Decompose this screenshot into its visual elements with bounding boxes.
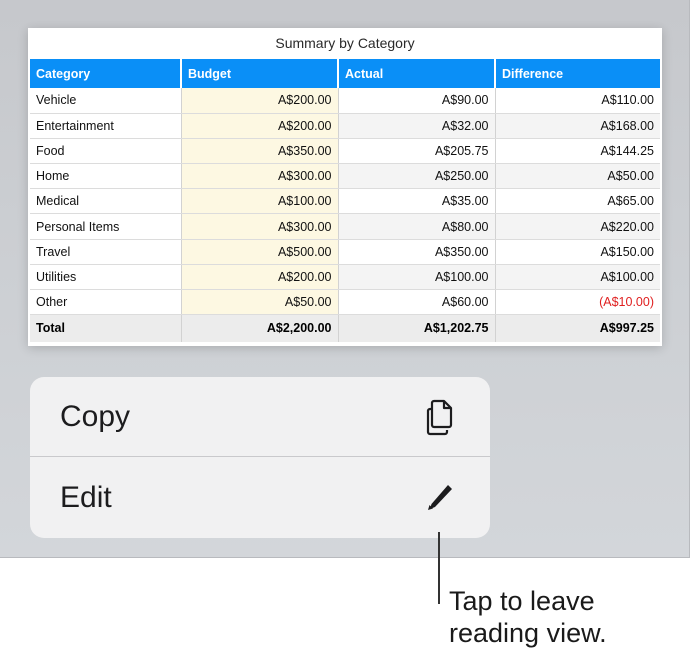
budget-cell: A$350.00 <box>181 138 338 163</box>
category-cell: Personal Items <box>30 214 181 239</box>
total-difference: A$997.25 <box>495 315 660 342</box>
difference-cell: A$50.00 <box>495 164 660 189</box>
total-row <box>30 315 660 342</box>
difference-cell: A$65.00 <box>495 189 660 214</box>
pencil-icon <box>420 478 460 518</box>
difference-cell: A$168.00 <box>495 113 660 138</box>
difference-cell: A$150.00 <box>495 239 660 264</box>
budget-cell: A$300.00 <box>181 164 338 189</box>
table-row <box>30 138 660 163</box>
category-cell: Food <box>30 138 181 163</box>
category-cell: Vehicle <box>30 88 181 113</box>
category-cell: Entertainment <box>30 113 181 138</box>
actual-cell: A$35.00 <box>338 189 495 214</box>
callout-text <box>449 585 689 649</box>
difference-cell: A$144.25 <box>495 138 660 163</box>
summary-table <box>30 59 660 342</box>
category-cell: Other <box>30 290 181 315</box>
actual-cell: A$60.00 <box>338 290 495 315</box>
header-actual: Actual <box>338 59 495 88</box>
context-menu <box>30 377 490 538</box>
budget-cell: A$200.00 <box>181 113 338 138</box>
actual-cell: A$350.00 <box>338 239 495 264</box>
actual-cell: A$80.00 <box>338 214 495 239</box>
copy-icon <box>420 397 460 437</box>
callout-line-2: reading view. <box>449 618 607 648</box>
difference-cell: (A$10.00) <box>495 290 660 315</box>
table-row <box>30 189 660 214</box>
budget-cell: A$100.00 <box>181 189 338 214</box>
difference-cell: A$110.00 <box>495 88 660 113</box>
actual-cell: A$250.00 <box>338 164 495 189</box>
callout-line-1: Tap to leave <box>449 586 595 616</box>
budget-cell: A$200.00 <box>181 264 338 289</box>
edit-menu-item[interactable] <box>30 458 490 538</box>
callout-line <box>438 532 440 604</box>
actual-cell: A$100.00 <box>338 264 495 289</box>
budget-cell: A$50.00 <box>181 290 338 315</box>
table-row <box>30 88 660 113</box>
header-budget: Budget <box>181 59 338 88</box>
table-row <box>30 264 660 289</box>
copy-menu-item[interactable] <box>30 377 490 457</box>
category-cell: Travel <box>30 239 181 264</box>
summary-table-card[interactable] <box>28 28 662 346</box>
edit-label: Edit <box>60 481 112 514</box>
table-title: Summary by Category <box>275 35 415 51</box>
category-cell: Home <box>30 164 181 189</box>
budget-cell: A$200.00 <box>181 88 338 113</box>
total-label: Total <box>30 315 181 342</box>
copy-label: Copy <box>60 399 131 433</box>
table-row <box>30 239 660 264</box>
total-budget: A$2,200.00 <box>181 315 338 342</box>
total-actual: A$1,202.75 <box>338 315 495 342</box>
header-category: Category <box>30 59 181 88</box>
header-difference: Difference <box>495 59 660 88</box>
category-cell: Utilities <box>30 264 181 289</box>
table-row <box>30 164 660 189</box>
budget-cell: A$500.00 <box>181 239 338 264</box>
difference-cell: A$220.00 <box>495 214 660 239</box>
difference-cell: A$100.00 <box>495 264 660 289</box>
table-row <box>30 290 660 315</box>
table-row <box>30 113 660 138</box>
table-row <box>30 214 660 239</box>
actual-cell: A$32.00 <box>338 113 495 138</box>
header-row <box>30 59 660 88</box>
category-cell: Medical <box>30 189 181 214</box>
actual-cell: A$90.00 <box>338 88 495 113</box>
actual-cell: A$205.75 <box>338 138 495 163</box>
budget-cell: A$300.00 <box>181 214 338 239</box>
